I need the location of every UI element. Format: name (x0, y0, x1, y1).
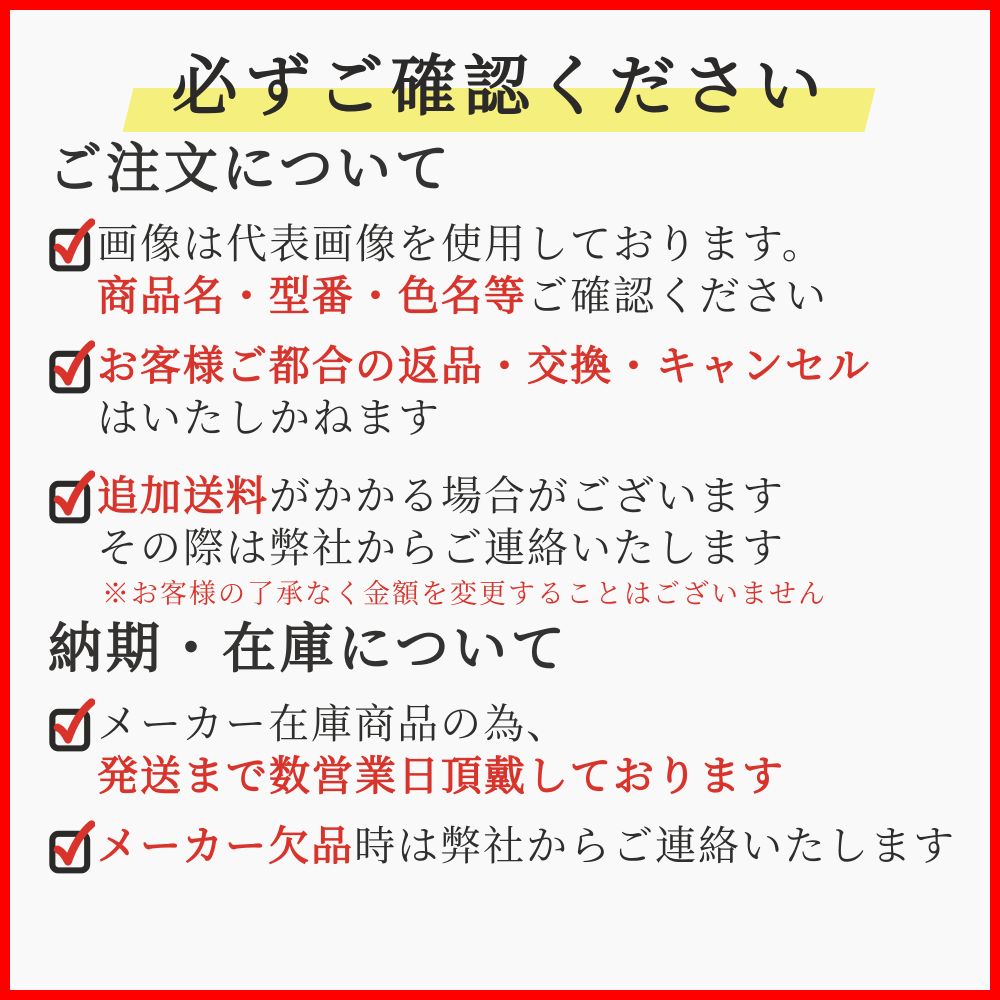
text-segment: 時は弊社からご連絡いたします (354, 822, 957, 870)
checkbox-checked-icon (48, 337, 95, 395)
checkbox-checked-icon (48, 695, 95, 753)
text-segment-red: 追加送料 (97, 472, 269, 520)
item-line (97, 340, 960, 392)
item-line (97, 820, 960, 872)
text-segment-red: 発送まで数営業日頂戴しております (97, 752, 785, 800)
text-segment: その際は弊社からご連絡いたします (97, 524, 785, 572)
item-line (97, 392, 960, 444)
page-title: 必ずご確認ください (171, 47, 829, 125)
list-item-no-returns (48, 340, 960, 444)
checkbox-checked-icon (48, 817, 95, 875)
list-item-maker-stock (48, 698, 960, 802)
text-segment: がかかる場合がございます (269, 472, 785, 520)
item-text (97, 698, 960, 802)
checkbox-checked-icon (48, 215, 95, 273)
item-line (97, 750, 960, 802)
section-stock-heading: 納期・在庫について (48, 616, 569, 680)
poster-header (10, 36, 990, 136)
item-text (97, 340, 960, 444)
section-order-heading: ご注文について (48, 136, 453, 200)
text-segment-red: メーカー欠品 (97, 822, 355, 870)
text-segment-red: 商品名・型番・色名等 (97, 272, 527, 320)
list-item-maker-outofstock (48, 820, 960, 875)
item-line (97, 270, 960, 322)
item-text (97, 470, 960, 616)
text-segment-red: お客様ご都合の返品・交換・キャンセル (97, 342, 871, 390)
list-item-representative-image (48, 218, 960, 322)
section-order (48, 136, 960, 616)
checkbox-checked-icon (48, 467, 95, 525)
item-note: ※お客様の了承なく金額を変更することはございません (102, 579, 827, 610)
text-segment: ご確認ください (527, 272, 828, 320)
poster-content (10, 136, 990, 875)
item-text (97, 820, 960, 872)
section-stock (48, 616, 960, 875)
list-item-extra-shipping (48, 470, 960, 616)
item-line (97, 698, 960, 750)
text-segment: メーカー在庫商品の為、 (97, 700, 570, 748)
item-line (97, 218, 960, 270)
text-segment: はいたしかねます (97, 394, 441, 442)
item-line (97, 470, 960, 522)
item-text (97, 218, 960, 322)
text-segment: 画像は代表画像を使用しております。 (97, 220, 825, 268)
item-line (97, 522, 960, 574)
